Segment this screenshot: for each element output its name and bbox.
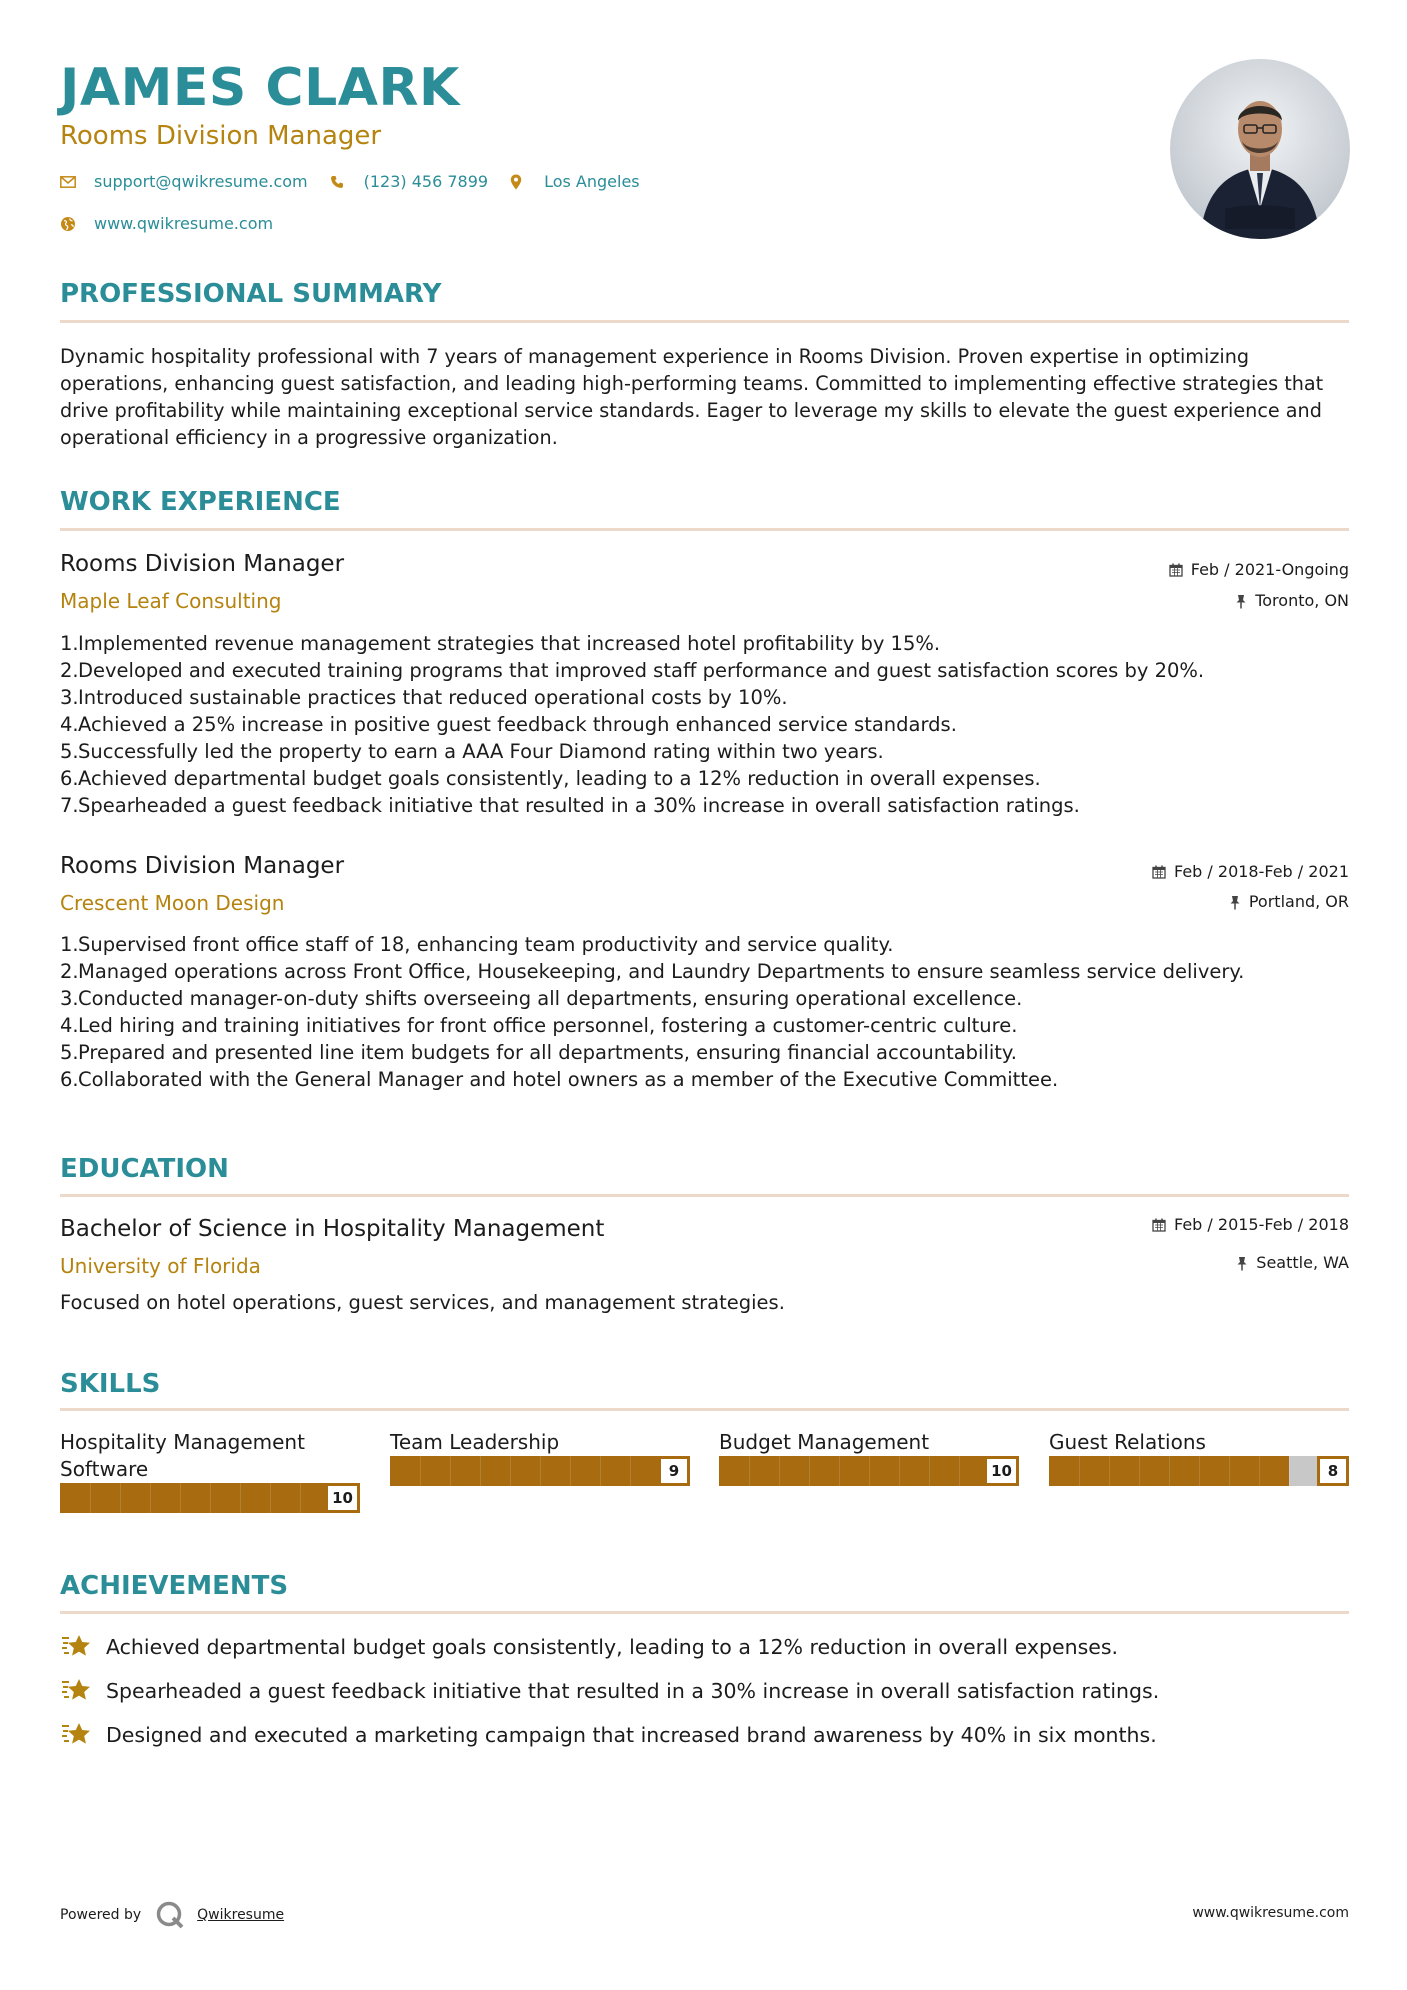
candidate-name: JAMES CLARK [60,58,460,118]
contact-row-2 [60,214,295,233]
location-item [510,172,640,191]
list-item: 2. Developed and executed training programs that improved staff performance and guest satisfaction scores by 20%. [60,659,1205,682]
skill-score: 10 [325,1483,360,1513]
skill-bar-segment [1109,1456,1110,1486]
skill-score: 9 [658,1456,690,1486]
skill-bar-segment [150,1483,151,1513]
section-divider [60,528,1349,531]
list-item: 3. Introduced sustainable practices that reduced operational costs by 10%. [60,686,788,709]
globe-icon [60,216,76,232]
skill-bar-segment [1079,1456,1080,1486]
summary-heading: PROFESSIONAL SUMMARY [60,279,442,309]
section-divider [60,1408,1349,1411]
degree-title: Bachelor of Science in Hospitality Management [60,1216,605,1242]
job-dates: Feb / 2021-Ongoing [1169,559,1349,581]
list-item: 6. Collaborated with the General Manager and hotel owners as a member of the Executive Committee. [60,1068,1059,1091]
skill-bar-segment [1259,1456,1260,1486]
skill-name: Team Leadership [390,1430,560,1454]
summary-text: Dynamic hospitality professional with 7 years of management experience in Rooms Division. Proven expertise in optimizing operations, enhancing guest satisfaction, and leading high-performing teams. Committed to implementing effective strategies that drive profitability while maintaining exceptional service standards. Eager to leverage my skills to elevate the guest experience and operational efficiency in a progressive organization. [60,345,1324,449]
skill-bar-segment [749,1456,750,1486]
phone-icon [330,175,344,189]
footer-url[interactable]: www.qwikresume.com [1192,1905,1349,1921]
skill-name: Hospitality Management Software [60,1430,305,1481]
list-item: 5. Successfully led the property to earn a AAA Four Diamond rating within two years. [60,740,884,763]
skill-bar-segment [270,1483,271,1513]
skill-bar-segment [570,1456,571,1486]
skill-bar-segment [420,1456,421,1486]
pushpin-icon [1235,594,1247,609]
skill-bar-segment [959,1456,960,1486]
skill-bar-segment [1229,1456,1230,1486]
list-item: 7. Spearheaded a guest feedback initiative that resulted in a 30% increase in overall satisfaction ratings. [60,794,1080,817]
skill-bar-segment [480,1456,481,1486]
skill-bar-segment [90,1483,91,1513]
phone-text: (123) 456 7899 [363,172,489,191]
list-item: 6. Achieved departmental budget goals consistently, leading to a 12% reduction in overall expenses. [60,767,1041,790]
achievement-item [60,1720,1157,1750]
pushpin-icon [1236,1256,1248,1271]
star-badge-icon [60,1676,94,1706]
achievement-text: Designed and executed a marketing campaign that increased brand awareness by 40% in six months. [106,1723,1157,1747]
list-item: 1. Implemented revenue management strategies that increased hotel profitability by 15%. [60,632,941,655]
section-divider [60,320,1349,323]
section-divider [60,1611,1349,1614]
achievements-heading: ACHIEVEMENTS [60,1571,289,1601]
skill-bar-segment [300,1483,301,1513]
job-location: Toronto, ON [1235,590,1349,612]
qwikresume-logo-icon [155,1900,185,1930]
job-company: Crescent Moon Design [60,891,285,915]
education-dates: Feb / 2015-Feb / 2018 [1152,1214,1349,1236]
skill-bar-fill [390,1456,660,1486]
skill-bar-segment [1289,1456,1290,1486]
job-dates: Feb / 2018-Feb / 2021 [1152,861,1349,883]
list-item: 2. Managed operations across Front Office, Housekeeping, and Laundry Departments to ensure seamless service delivery. [60,960,1245,983]
calendar-icon [1152,865,1166,879]
contact-row-1 [60,172,662,191]
skill-score: 8 [1317,1456,1349,1486]
skill-bar-segment [120,1483,121,1513]
footer-powered-by [60,1900,284,1930]
skill-bar-segment [1169,1456,1170,1486]
list-item: 4. Achieved a 25% increase in positive guest feedback through enhanced service standards. [60,713,957,736]
experience-heading: WORK EXPERIENCE [60,487,341,517]
skill-bar [60,1483,360,1513]
list-item: 3. Conducted manager-on-duty shifts overseeing all departments, ensuring operational excellence. [60,987,1023,1010]
achievement-text: Spearheaded a guest feedback initiative that resulted in a 30% increase in overall satisfaction ratings. [106,1679,1160,1703]
candidate-title: Rooms Division Manager [60,121,382,151]
job-role: Rooms Division Manager [60,551,345,577]
phone-item[interactable] [330,172,488,191]
skill-bar-segment [869,1456,870,1486]
school-name: University of Florida [60,1254,261,1278]
job-company: Maple Leaf Consulting [60,589,282,613]
list-item: 4. Led hiring and training initiatives for front office personnel, fostering a customer-centric culture. [60,1014,1018,1037]
skill-bar-segment [540,1456,541,1486]
achievement-text: Achieved departmental budget goals consistently, leading to a 12% reduction in overall expenses. [106,1635,1119,1659]
pushpin-icon [1229,895,1241,910]
skill-bar-segment [510,1456,511,1486]
website-text: www.qwikresume.com [94,214,274,233]
skill-score: 10 [984,1456,1019,1486]
skill-bar-segment [809,1456,810,1486]
star-badge-icon [60,1632,94,1662]
job-achievements-list [60,630,1350,819]
skill-item [719,1429,1019,1486]
skill-bar [390,1456,690,1486]
location-text: Los Angeles [544,172,640,191]
email-text: support@qwikresume.com [94,172,308,191]
powered-by-label: Powered by [60,1907,142,1923]
skill-bar-segment [210,1483,211,1513]
star-badge-icon [60,1720,94,1750]
website-item[interactable] [60,214,273,233]
calendar-icon [1152,1218,1166,1232]
skill-bar-segment [600,1456,601,1486]
skill-item [60,1429,360,1513]
profile-photo [1170,59,1350,239]
skill-bar-segment [180,1483,181,1513]
achievement-item [60,1676,1159,1706]
skill-bar-segment [779,1456,780,1486]
map-pin-icon [510,174,522,190]
job-role: Rooms Division Manager [60,853,345,879]
skill-item [1049,1429,1349,1486]
calendar-icon [1169,563,1183,577]
skill-bar-segment [1139,1456,1140,1486]
skill-item [390,1429,690,1486]
skill-bar-segment [630,1456,631,1486]
skill-name: Budget Management [719,1430,930,1454]
skill-bar-segment [450,1456,451,1486]
envelope-icon [60,176,76,188]
job-achievements-list [60,931,1350,1093]
skill-name: Guest Relations [1049,1430,1206,1454]
email-item[interactable] [60,172,308,191]
job-location: Portland, OR [1229,891,1349,913]
skill-bar-segment [1199,1456,1200,1486]
section-divider [60,1194,1349,1197]
education-location: Seattle, WA [1236,1252,1349,1274]
skill-bar-segment [899,1456,900,1486]
education-heading: EDUCATION [60,1154,229,1184]
skill-bar-segment [839,1456,840,1486]
qwikresume-link[interactable]: Qwikresume [197,1907,285,1923]
list-item: 1. Supervised front office staff of 18, enhancing team productivity and service quality. [60,933,894,956]
skill-bar [1049,1456,1349,1486]
skill-bar-segment [929,1456,930,1486]
skills-heading: SKILLS [60,1369,161,1399]
achievement-item [60,1632,1118,1662]
skill-bar-segment [240,1483,241,1513]
skill-bar [719,1456,1019,1486]
education-description: Focused on hotel operations, guest services, and management strategies. [60,1291,785,1314]
list-item: 5. Prepared and presented line item budgets for all departments, ensuring financial accountability. [60,1041,1017,1064]
